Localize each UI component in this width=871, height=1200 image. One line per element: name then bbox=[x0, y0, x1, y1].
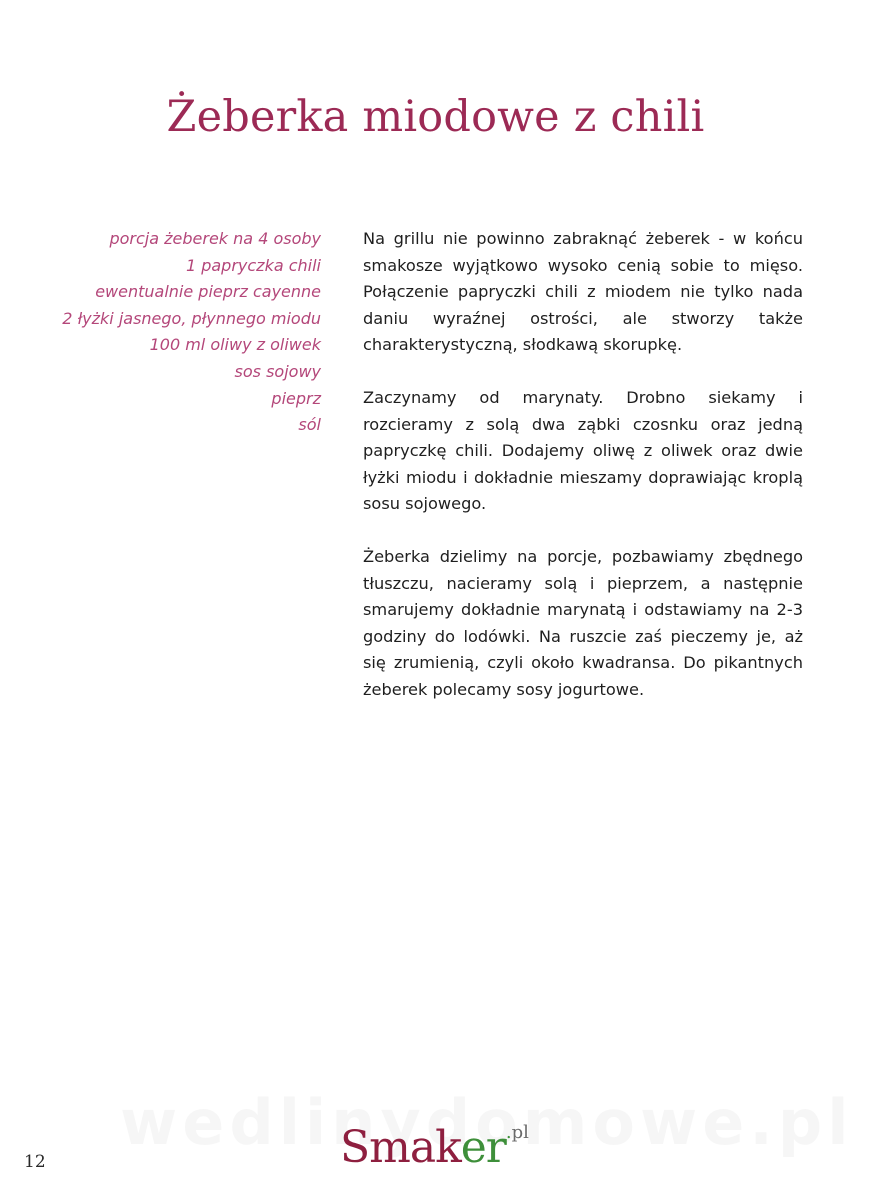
ingredient-item: sos sojowy bbox=[234, 361, 321, 381]
ingredient-item: porcja żeberek na 4 osoby bbox=[109, 229, 321, 248]
ingredient-item: 1 papryczka chili bbox=[185, 255, 321, 275]
ingredients-list bbox=[40, 226, 321, 439]
ingredient-item: 2 łyżki jasnego, płynnego miodu bbox=[62, 308, 321, 328]
ingredient-item: ewentualnie pieprz cayenne bbox=[95, 282, 321, 302]
recipe-paragraph-preparation: Żeberka dzielimy na porcje, pozbawiamy zbędnego tłuszczu, nacieramy solą i pieprzem, a następnie smarujemy dokładnie marynatą i odstawiamy na 2-3 godziny do lodówki. Na ruszcie zaś pieczemy je, aż się zrumienią, czyli około kwadransa. Do pikantnych żeberek polecamy sosy jogurtowe. bbox=[363, 546, 803, 699]
smaker-logo bbox=[340, 1122, 529, 1173]
page-number: 12 bbox=[24, 1152, 46, 1172]
ingredient-item: 100 ml oliwy z oliwek bbox=[149, 335, 321, 355]
logo-suffix: pl bbox=[511, 1122, 529, 1143]
page-title: Żeberka miodowe z chili bbox=[166, 92, 705, 142]
recipe-paragraph-intro: Na grillu nie powinno zabraknąć żeberek - w końcu smakosze wyjątkowo wysoko cenią sobie to mięso. Połączenie papryczki chili z miodem nie tylko nada daniu wyraźnej ostrości, ale stworzy także charakterystyczną, słodkawą skorupkę. bbox=[363, 229, 803, 355]
ingredient-item: pieprz bbox=[271, 388, 321, 408]
recipe-body bbox=[363, 226, 803, 730]
logo-dot: . bbox=[505, 1122, 512, 1143]
ingredient-item: sól bbox=[298, 415, 321, 435]
logo-text-primary: Smak bbox=[340, 1122, 461, 1173]
logo-text-accent: er bbox=[460, 1122, 506, 1173]
recipe-paragraph-marinade: Zaczynamy od marynaty. Drobno siekamy i rozcieramy z solą dwa ząbki czosnku oraz jedną papryczkę chili. Dodajemy oliwę z oliwek oraz dwie łyżki miodu i dokładnie mieszamy doprawiając kroplą sosu sojowego. bbox=[363, 387, 803, 514]
